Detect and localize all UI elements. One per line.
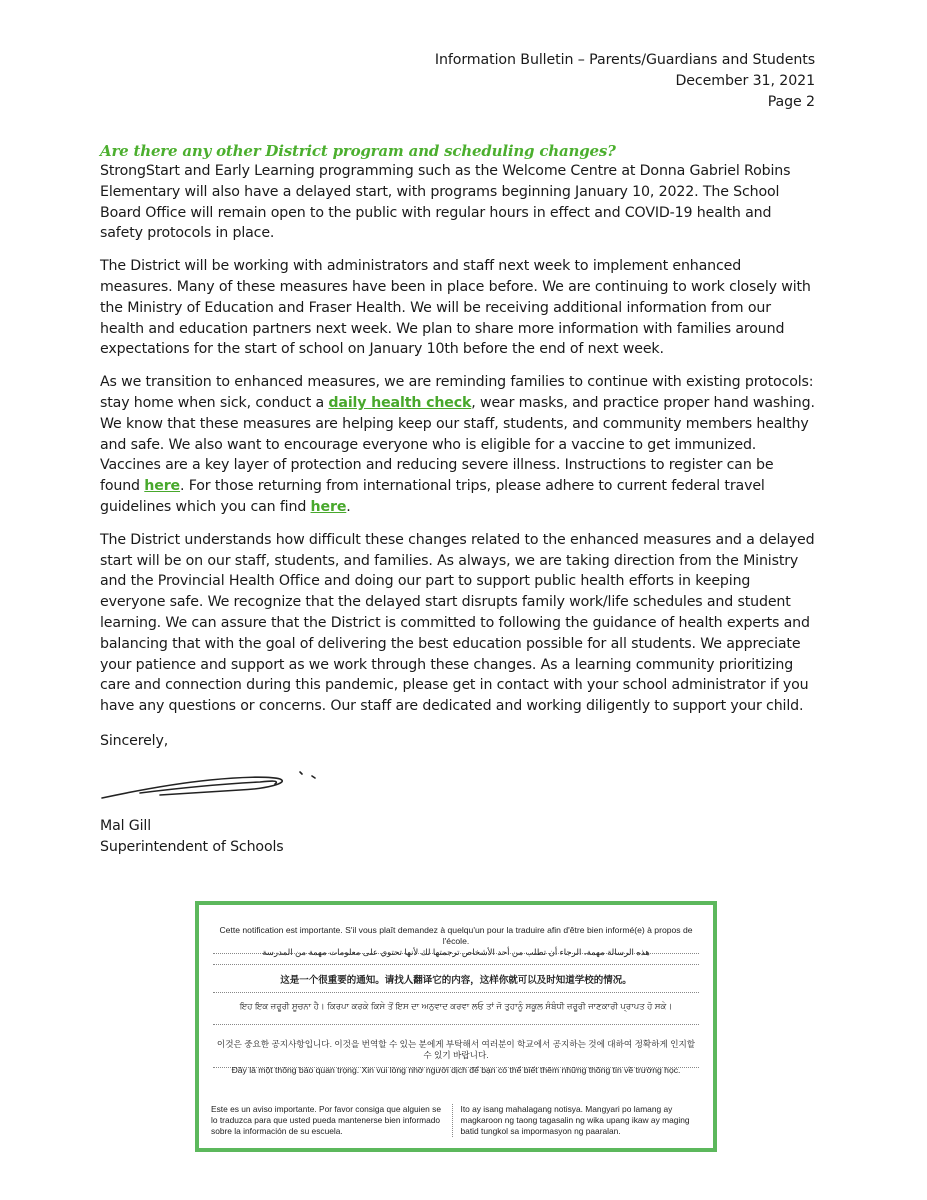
paragraph-district-understands: The District understands how difficult these changes related to the enhanced measures and a delayed start will be on our staff, students, and families. As always, we are taking direction from the Ministry and the Provincial Health Office and doing our part to support public health efforts in keeping everyone safe. We recognize that the delayed start disrupts family work/life schedules and student learning. We can assure that the District is committed to following the guidance of health experts and balancing that with the goal of delivering the best education possible for all students. We appreciate your patience and support as we work through these changes. As a learning community prioritizing care and connection during this pandemic, please get in contact with your school administrator if you have any questions or concerns. Our staff are dedicated and working diligently to support your child. <box>100 531 815 715</box>
travel-guidelines-link[interactable]: here <box>310 498 347 515</box>
notice-punjabi: ਇਹ ਇਕ ਜ਼ਰੂਰੀ ਸੂਚਨਾ ਹੈ। ਕਿਰਪਾ ਕਰਕੇ ਕਿਸੇ ਤੋਂ ਇਸ ਦਾ ਅਨੁਵਾਦ ਕਰਵਾ ਲਓ ਤਾਂ ਜੋ ਤੁਹਾਨੂੰ ਸਕੂਲ ਸੰਬੰਧੀ ਜ਼ਰੂਰੀ ਜਾਣਕਾਰੀ ਪ੍ਰਾਪਤ ਹੋ ਸਕੇ। <box>213 1001 699 1025</box>
paragraph-strongstart: StrongStart and Early Learning programming such as the Welcome Centre at Donna Gabriel Robins Elementary will also have a delayed start, with programs beginning January 10, 2022. The School Board Office will remain open to the public with regular hours in effect and COVID-19 health and safety protocols in place. <box>100 163 791 242</box>
signer-title: Superintendent of Schools <box>100 838 284 855</box>
notice-french: Cette notification est importante. S'il vous plaît demandez à quelqu'un pour la traduire afin d'être bien informé(e) à propos de l'école. <box>213 925 699 954</box>
notice-korean: 이것은 중요한 공지사항입니다. 이것을 번역할 수 있는 분에게 부탁해서 여러분이 학교에서 공지하는 것에 대하여 정확하게 인지할 수 있기 바랍니다. <box>213 1039 699 1068</box>
signature-image <box>100 762 340 810</box>
paragraph-protocols: As we transition to enhanced measures, we are reminding families to continue with existing protocols: stay home when sick, conduct a daily health check, wear masks, and practice proper hand washing. We know that these measures are helping keep our staff, students, and community members healthy and safe. We also want to encourage everyone who is eligible for a vaccine to get immunized. Vaccines are a key layer of protection and reducing severe illness. Instructions to register can be found here. For those returning from international trips, please adhere to current federal travel guidelines which you can find here. <box>100 374 815 515</box>
vaccine-register-link[interactable]: here <box>144 478 181 495</box>
notice-spanish: Este es un aviso importante. Por favor consiga que alguien se lo traduzca para que usted pueda mantenerse bien informado sobre la información de su escuela. <box>211 1104 441 1136</box>
translation-notice-box <box>195 901 717 1152</box>
notice-chinese: 这是一个很重要的通知。请找人翻译它的内容，这样你就可以及时知道学校的情况。 <box>213 975 699 993</box>
section-heading: Are there any other District program and scheduling changes? <box>100 142 616 160</box>
bulletin-date: December 31, 2021 <box>675 73 815 89</box>
notice-tagalog: Ito ay isang mahalagang notisya. Mangyari po lamang ay magkaroon ng taong tagasalin ng wika upang ikaw ay maging batid tungkol sa impormasyon ng paaralan. <box>452 1104 702 1137</box>
paragraph-enhanced-measures: The District will be working with administrators and staff next week to implement enhanced measures. Many of these measures have been in place before. We are continuing to work closely with the Ministry of Education and Fraser Health. We will be receiving additional information from our health and education partners next week. We plan to share more information with families around expectations for the start of school on January 10th before the end of next week. <box>100 258 811 358</box>
bulletin-title: Information Bulletin – Parents/Guardians and Students <box>434 52 815 68</box>
page-number: Page 2 <box>767 94 815 110</box>
notice-vietnamese: Đây là một thông báo quan trọng. Xin vui lòng nhờ người dịch để bạn có thể biết thêm những thông tin về trường học. <box>231 1065 681 1075</box>
document-body <box>100 141 816 858</box>
notice-columns <box>211 1104 701 1137</box>
notice-arabic: هذه الرسالة مهمة، الرجاء أن تطلب من أحد الأشخاص ترجمتها لك لأنها تحتوي على معلومات مهمة من المدرسة <box>213 947 699 965</box>
signer-name: Mal Gill <box>100 817 152 834</box>
document-header <box>435 50 815 113</box>
salutation: Sincerely, <box>100 732 169 749</box>
daily-health-check-link[interactable]: daily health check <box>328 394 472 411</box>
